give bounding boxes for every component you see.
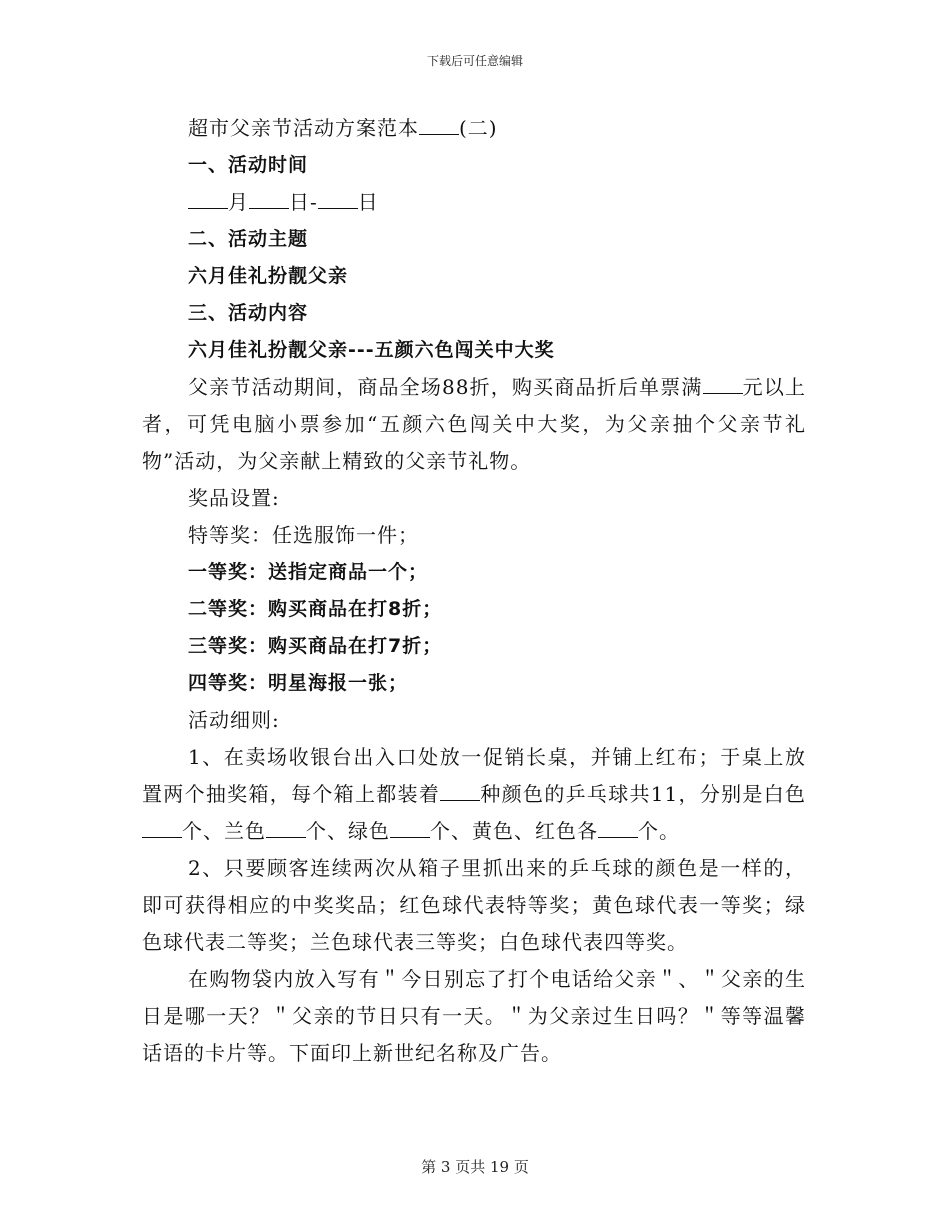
prize-fourth: 四等奖：明星海报一张； — [188, 672, 409, 694]
paragraph-cards: 在购物袋内放入写有＂今日别忘了打个电话给父亲＂、＂父亲的生日是哪一天？＂父亲的节日只有一天。＂为父亲过生日吗？＂等等温馨话语的卡片等。下面印上新世纪名称及广告。 — [142, 967, 806, 1065]
prize-title: 奖品设置: — [188, 486, 280, 510]
blank-field — [318, 190, 358, 209]
prize-second: 二等奖：购买商品在打8折； — [188, 598, 443, 620]
section-heading-time: 一、活动时间 — [188, 154, 309, 176]
section-heading-theme: 二、活动主题 — [188, 228, 309, 250]
prize-first: 一等奖：送指定商品一个； — [188, 561, 429, 583]
blank-field — [142, 819, 182, 838]
blank-field — [419, 116, 459, 135]
blank-field — [598, 819, 638, 838]
page-header: 下载后可任意编辑 — [426, 54, 523, 68]
prize-third: 三等奖：购买商品在打7折； — [188, 635, 443, 657]
rule-one: 1、在卖场收银台出入口处放一促销长桌，并铺上红布；于桌上放置两个抽奖箱，每个箱上都装着 种颜色的乒乓球共11，分别是白色个、兰色 个、绿色 个、黄色、红色各 个。 — [142, 745, 807, 843]
doc-title: 超市父亲节活动方案范本 (二) — [188, 116, 498, 140]
page-footer: 第 3 页共 19 页 — [421, 1158, 529, 1176]
rule-two: 2、只要顾客连续两次从箱子里抓出来的乒乓球的颜色是一样的，即可获得相应的中奖奖品；红色球代表特等奖；黄色球代表一等奖；绿色球代表二等奖；兰色球代表三等奖；白色球代表四等奖。 — [142, 856, 806, 954]
blank-field — [440, 782, 480, 801]
rules-title: 活动细则: — [188, 708, 280, 732]
blank-field — [249, 190, 289, 209]
section-heading-content: 三、活动内容 — [188, 302, 309, 324]
paragraph-discount: 父亲节活动期间，商品全场88折，购买商品折后单票满 元以上者，可凭电脑小票参加“五颜六色闯关中大奖，为父亲抽个父亲节礼物”活动，为父亲献上精致的父亲节礼物。 — [142, 375, 807, 473]
blank-field — [188, 190, 228, 209]
document-body — [142, 110, 806, 1072]
blank-field — [266, 819, 306, 838]
blank-field — [390, 819, 430, 838]
prize-special: 特等奖：任选服饰一件； — [188, 523, 419, 547]
theme-text: 六月佳礼扮靓父亲 — [188, 265, 349, 287]
content-subtitle: 六月佳礼扮靓父亲---五颜六色闯关中大奖 — [188, 339, 555, 361]
date-line: 月 日- 日 — [142, 184, 806, 221]
blank-field — [703, 375, 743, 394]
